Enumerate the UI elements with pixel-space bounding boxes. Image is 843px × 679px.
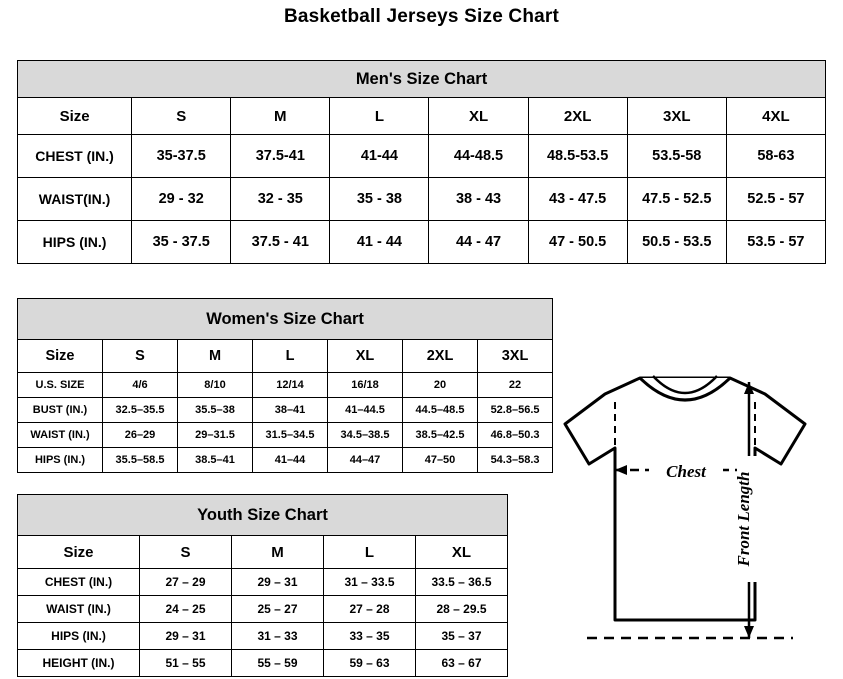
mens-hips-xl: 44 - 47: [429, 221, 528, 264]
youth-height-l: 59 – 63: [324, 650, 416, 677]
front-length-label: Front Length: [734, 471, 753, 567]
mens-header-row: [18, 98, 826, 135]
youth-row-label-chest: CHEST (IN.): [18, 569, 140, 596]
mens-chest-3xl: 53.5-58: [627, 135, 726, 178]
womens-size-chart-table: [17, 298, 553, 473]
page-title: Basketball Jerseys Size Chart: [283, 6, 560, 27]
mens-row-label-hips: HIPS (IN.): [18, 221, 132, 264]
womens-chart-title-row: [18, 299, 553, 340]
youth-header-row: [18, 536, 508, 569]
youth-header-l: L: [324, 536, 416, 569]
table-row: [18, 178, 826, 221]
womens-header-size: Size: [18, 340, 103, 373]
womens-header-m: M: [178, 340, 253, 373]
mens-hips-m: 37.5 - 41: [231, 221, 330, 264]
mens-size-chart-table: [17, 60, 826, 264]
mens-waist-xl: 38 - 43: [429, 178, 528, 221]
jersey-outline-icon: [565, 376, 805, 620]
youth-chest-l: 31 – 33.5: [324, 569, 416, 596]
table-row: [18, 650, 508, 677]
womens-header-s: S: [103, 340, 178, 373]
womens-row-label-us-size: U.S. SIZE: [18, 373, 103, 398]
womens-header-row: [18, 340, 553, 373]
youth-header-size: Size: [18, 536, 140, 569]
womens-hips-s: 35.5–58.5: [103, 448, 178, 473]
youth-height-s: 51 – 55: [140, 650, 232, 677]
womens-ussize-2xl: 20: [403, 373, 478, 398]
youth-waist-s: 24 – 25: [140, 596, 232, 623]
womens-hips-m: 38.5–41: [178, 448, 253, 473]
table-row: [18, 569, 508, 596]
table-row: [18, 135, 826, 178]
youth-hips-m: 31 – 33: [232, 623, 324, 650]
mens-chest-s: 35-37.5: [132, 135, 231, 178]
table-row: [18, 596, 508, 623]
womens-header-2xl: 2XL: [403, 340, 478, 373]
table-row: [18, 398, 553, 423]
womens-ussize-m: 8/10: [178, 373, 253, 398]
womens-bust-3xl: 52.8–56.5: [478, 398, 553, 423]
table-row: [18, 423, 553, 448]
womens-row-label-hips: HIPS (IN.): [18, 448, 103, 473]
table-row: [18, 623, 508, 650]
womens-header-l: L: [253, 340, 328, 373]
mens-hips-l: 41 - 44: [330, 221, 429, 264]
mens-chart-title-row: [18, 61, 826, 98]
mens-header-size: Size: [18, 98, 132, 135]
mens-chest-4xl: 58-63: [726, 135, 825, 178]
table-row: [18, 221, 826, 264]
mens-header-m: M: [231, 98, 330, 135]
mens-hips-4xl: 53.5 - 57: [726, 221, 825, 264]
womens-ussize-l: 12/14: [253, 373, 328, 398]
mens-header-s: S: [132, 98, 231, 135]
youth-chart-title: Youth Size Chart: [18, 495, 508, 536]
mens-hips-3xl: 50.5 - 53.5: [627, 221, 726, 264]
youth-hips-xl: 35 – 37: [416, 623, 508, 650]
youth-hips-l: 33 – 35: [324, 623, 416, 650]
mens-chart-title: Men's Size Chart: [18, 61, 826, 98]
mens-header-xl: XL: [429, 98, 528, 135]
youth-chart-title-row: [18, 495, 508, 536]
youth-height-m: 55 – 59: [232, 650, 324, 677]
youth-waist-xl: 28 – 29.5: [416, 596, 508, 623]
mens-chest-m: 37.5-41: [231, 135, 330, 178]
youth-height-xl: 63 – 67: [416, 650, 508, 677]
youth-row-label-hips: HIPS (IN.): [18, 623, 140, 650]
mens-header-l: L: [330, 98, 429, 135]
womens-header-xl: XL: [328, 340, 403, 373]
mens-chest-2xl: 48.5-53.5: [528, 135, 627, 178]
mens-waist-2xl: 43 - 47.5: [528, 178, 627, 221]
womens-row-label-bust: BUST (IN.): [18, 398, 103, 423]
youth-chest-xl: 33.5 – 36.5: [416, 569, 508, 596]
womens-bust-xl: 41–44.5: [328, 398, 403, 423]
womens-bust-m: 35.5–38: [178, 398, 253, 423]
womens-hips-3xl: 54.3–58.3: [478, 448, 553, 473]
womens-waist-l: 31.5–34.5: [253, 423, 328, 448]
womens-bust-l: 38–41: [253, 398, 328, 423]
womens-waist-m: 29–31.5: [178, 423, 253, 448]
mens-header-2xl: 2XL: [528, 98, 627, 135]
womens-hips-2xl: 47–50: [403, 448, 478, 473]
youth-header-m: M: [232, 536, 324, 569]
mens-row-label-chest: CHEST (IN.): [18, 135, 132, 178]
mens-waist-m: 32 - 35: [231, 178, 330, 221]
mens-waist-s: 29 - 32: [132, 178, 231, 221]
womens-waist-xl: 34.5–38.5: [328, 423, 403, 448]
womens-bust-s: 32.5–35.5: [103, 398, 178, 423]
mens-hips-s: 35 - 37.5: [132, 221, 231, 264]
womens-chart-title: Women's Size Chart: [18, 299, 553, 340]
mens-chest-l: 41-44: [330, 135, 429, 178]
youth-chest-s: 27 – 29: [140, 569, 232, 596]
table-row: [18, 373, 553, 398]
youth-hips-s: 29 – 31: [140, 623, 232, 650]
womens-header-3xl: 3XL: [478, 340, 553, 373]
mens-chest-xl: 44-48.5: [429, 135, 528, 178]
mens-hips-2xl: 47 - 50.5: [528, 221, 627, 264]
womens-hips-xl: 44–47: [328, 448, 403, 473]
mens-header-3xl: 3XL: [627, 98, 726, 135]
womens-row-label-waist: WAIST (IN.): [18, 423, 103, 448]
womens-bust-2xl: 44.5–48.5: [403, 398, 478, 423]
shirt-measurement-diagram: [545, 352, 835, 672]
mens-waist-4xl: 52.5 - 57: [726, 178, 825, 221]
youth-header-xl: XL: [416, 536, 508, 569]
womens-ussize-s: 4/6: [103, 373, 178, 398]
womens-waist-3xl: 46.8–50.3: [478, 423, 553, 448]
youth-chest-m: 29 – 31: [232, 569, 324, 596]
youth-waist-m: 25 – 27: [232, 596, 324, 623]
chest-label: Chest: [666, 462, 706, 481]
womens-ussize-3xl: 22: [478, 373, 553, 398]
youth-row-label-height: HEIGHT (IN.): [18, 650, 140, 677]
womens-ussize-xl: 16/18: [328, 373, 403, 398]
womens-waist-s: 26–29: [103, 423, 178, 448]
mens-row-label-waist: WAIST(IN.): [18, 178, 132, 221]
womens-waist-2xl: 38.5–42.5: [403, 423, 478, 448]
mens-waist-l: 35 - 38: [330, 178, 429, 221]
table-row: [18, 448, 553, 473]
mens-header-4xl: 4XL: [726, 98, 825, 135]
youth-waist-l: 27 – 28: [324, 596, 416, 623]
youth-header-s: S: [140, 536, 232, 569]
mens-waist-3xl: 47.5 - 52.5: [627, 178, 726, 221]
youth-size-chart-table: [17, 494, 508, 677]
womens-hips-l: 41–44: [253, 448, 328, 473]
youth-row-label-waist: WAIST (IN.): [18, 596, 140, 623]
